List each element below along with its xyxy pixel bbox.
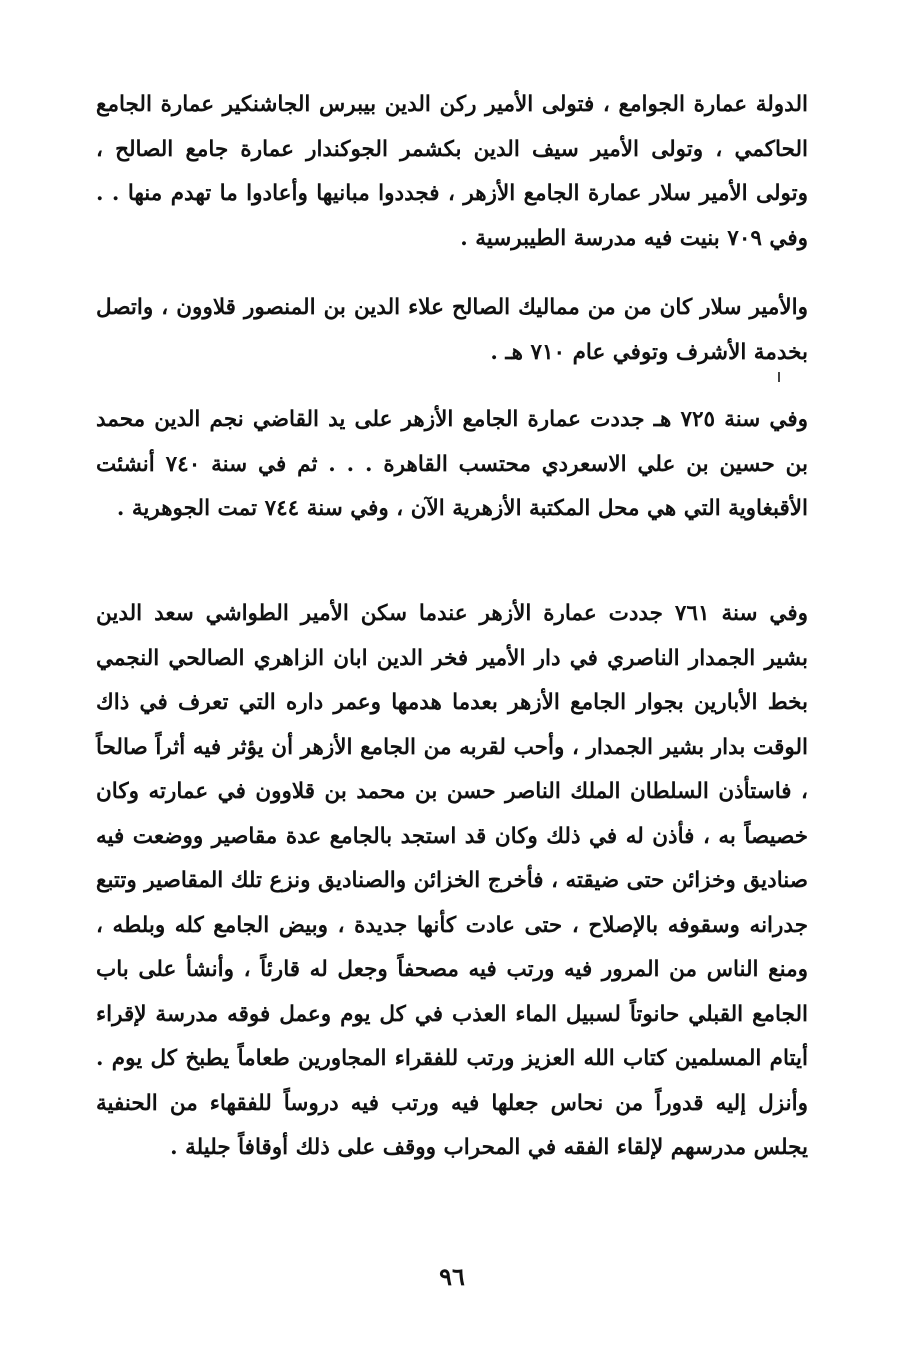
paragraph-3 bbox=[96, 398, 808, 532]
paragraph-1-text: الدولة عمارة الجوامع ، فتولى الأمير ركن الدين بيبرس الجاشنكير عمارة الجامع الحاكمي ، وتولى الأمير سيف الدين بكشمر الجوكندار عمارة جامع الصالح ، وتولى الأمير سلار عمارة الجامع الأزهر ، فجددوا مبانيها وأعادوا ما تهدم منها . . وفي ٧٠٩ بنيت فيه مدرسة الطيبرسية . bbox=[96, 92, 808, 251]
page-number: ٩٦ bbox=[439, 1262, 465, 1291]
paragraph-2 bbox=[96, 286, 808, 375]
paragraph-4-text: وفي سنة ٧٦١ جددت عمارة الأزهر عندما سكن الأمير الطواشي سعد الدين بشير الجمدار الناصري في دار الأمير فخر الدين ابان الزاهري الصالحي النجمي بخط الأبارين بجوار الجامع الأزهر بعدما هدمها وعمر داره التي تعرف في ذاك الوقت بدار بشير الجمدار ، وأحب لقربه من الجامع الأزهر أن يؤثر فيه أثراً صالحاً ، فاستأذن السلطان الملك الناصر حسن بن محمد بن قلاوون في عمارته وكان خصيصاً به ، فأذن له في ذلك وكان قد استجد بالجامع عدة مقاصير ووضعت فيه صناديق وخزائن حتى ضيقته ، فأخرج الخزائن والصناديق ونزع تلك المقاصير وتتبع جدرانه وسقوفه بالإصلاح ، حتى عادت كأنها جديدة ، وبيض الجامع كله وبلطه ، ومنع الناس من المرور فيه ورتب فيه مصحفاً وجعل له قارئاً ، وأنشأ على باب الجامع القبلي حانوتاً لسبيل الماء العذب في كل يوم وعمل فوقه مدرسة لإقراء أيتام المسلمين كتاب الله العزيز ورتب للفقراء المجاورين طعاماً يطبخ كل يوم . وأنزل إليه قدوراً من نحاس جعلها فيه ورتب فيه دروساً للفقهاء من الحنفية يجلس مدرسهم لإلقاء الفقه في المحراب ووقف على ذلك أوقافاً جليلة . bbox=[96, 601, 808, 1160]
paragraph-1 bbox=[96, 83, 808, 261]
paragraph-3-text: وفي سنة ٧٢٥ هـ جددت عمارة الجامع الأزهر على يد القاضي نجم الدين محمد بن حسين بن علي الاسعردي محتسب القاهرة . . . ثم في سنة ٧٤٠ أنشئت الأقبغاوية التي هي محل المكتبة الأزهرية الآن ، وفي سنة ٧٤٤ تمت الجوهرية . bbox=[96, 407, 808, 521]
paragraph-4 bbox=[96, 592, 808, 1171]
paragraph-2-text: والأمير سلار كان من من مماليك الصالح علاء الدين بن المنصور قلاوون ، واتصل بخدمة الأشرف وتوفي عام ٧١٠ هـ . bbox=[96, 295, 808, 365]
scan-speck bbox=[778, 372, 780, 382]
